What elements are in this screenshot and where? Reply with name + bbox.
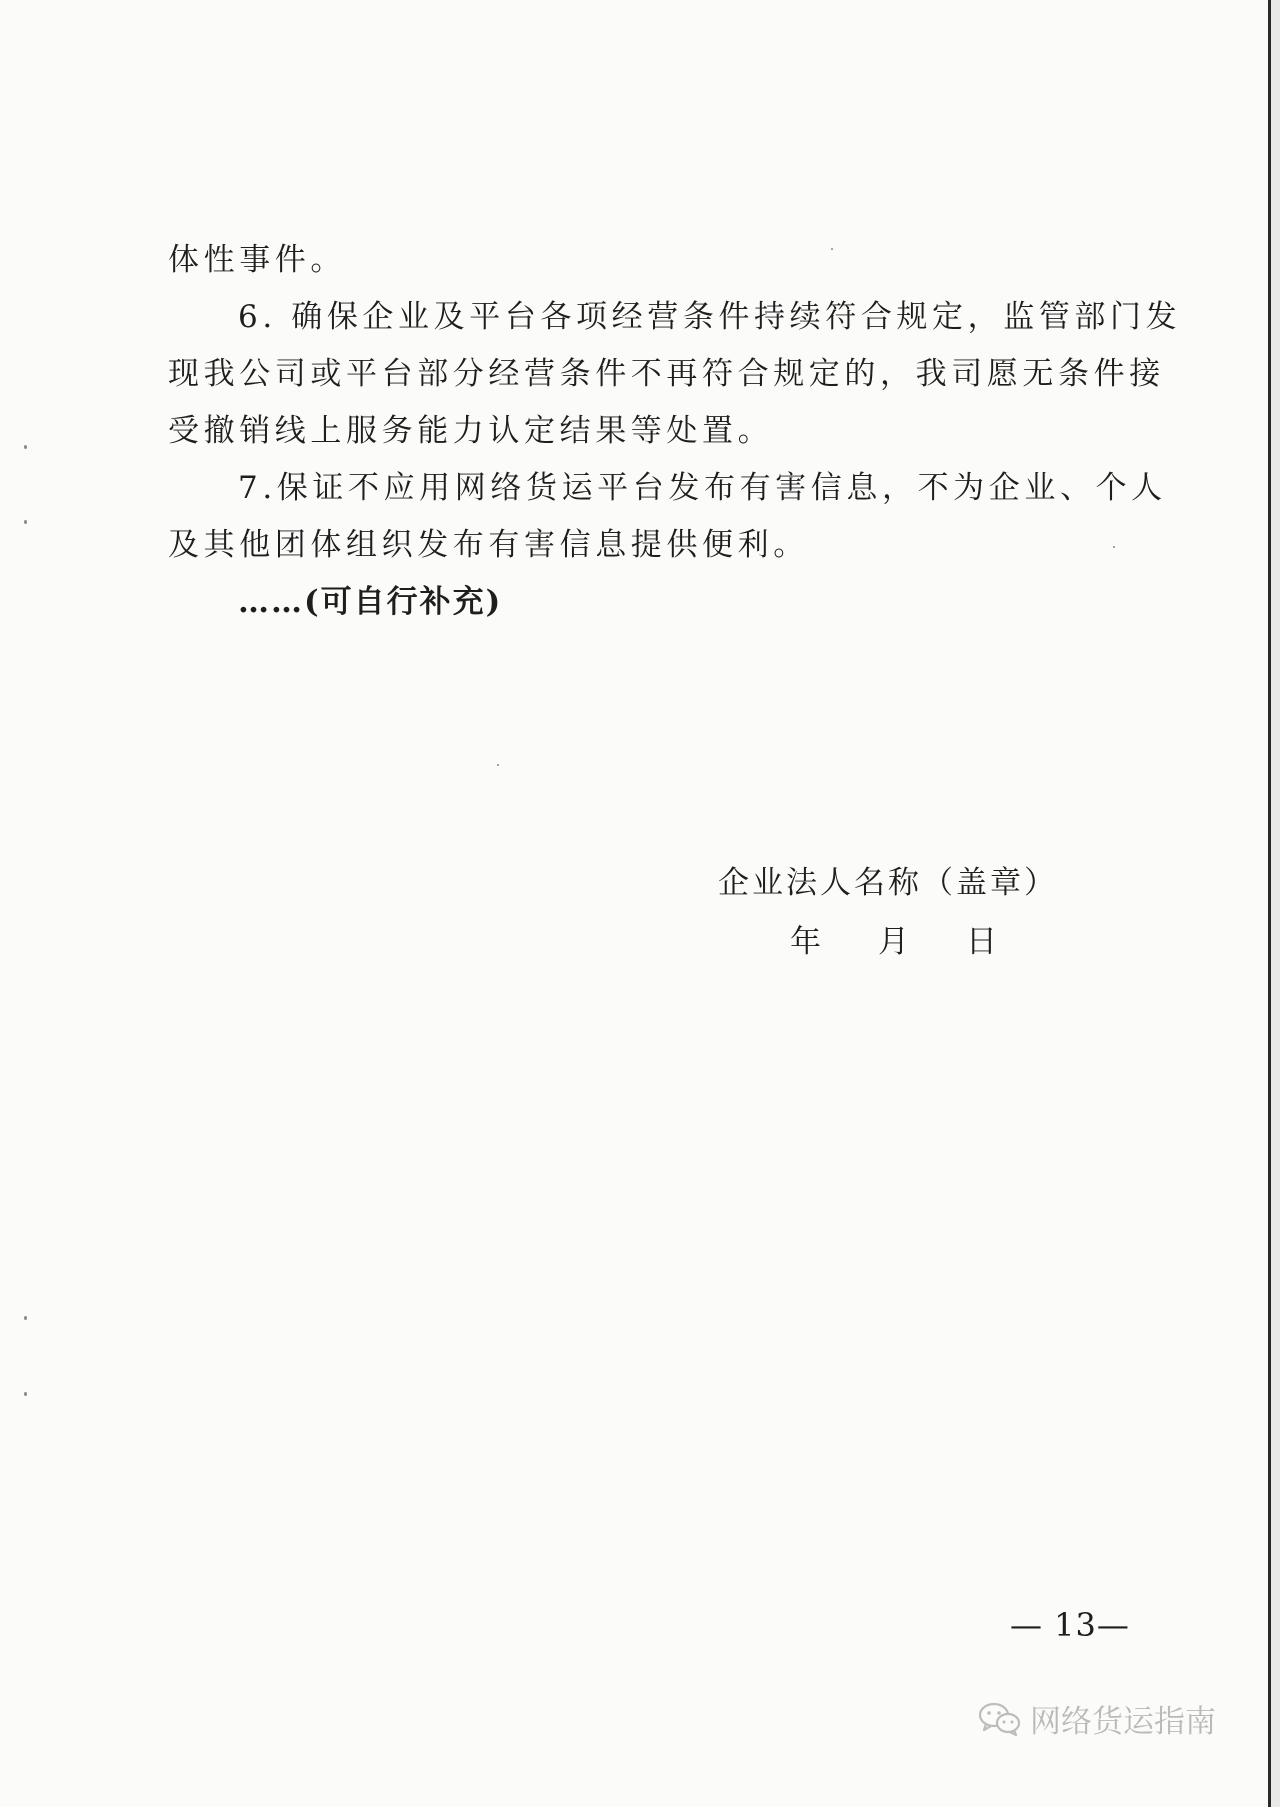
paragraph-line-2: 6. 确保企业及平台各项经营条件持续符合规定，监管部门发 (238, 299, 1182, 335)
scan-speck (24, 445, 27, 449)
scan-speck (24, 1392, 27, 1396)
supplement-note: ……(可自行补充) (238, 584, 503, 620)
signature-block (718, 858, 1118, 962)
scan-speck (497, 764, 499, 766)
legal-entity-name-label: 企业法人名称（盖章） (718, 865, 1058, 901)
watermark-text: 网络货运指南 (1030, 1704, 1216, 1740)
page-number: — 13— (1010, 1606, 1130, 1644)
scan-speck (24, 520, 27, 524)
paragraph-line-4: 受撤销线上服务能力认定结果等处置。 (168, 413, 774, 449)
paragraph-line-5: 7.保证不应用网络货运平台发布有害信息，不为企业、个人 (238, 470, 1167, 506)
signature-date (718, 922, 1118, 962)
page-edge-shadow (1271, 0, 1280, 1807)
date-year-label: 年 (790, 924, 821, 960)
paragraph-line-1: 体性事件。 (168, 242, 346, 278)
scan-speck (24, 1316, 27, 1320)
date-month-label: 月 (878, 924, 909, 960)
paragraph-line-6: 及其他团体组织发布有害信息提供便利。 (168, 527, 809, 563)
paragraph-line-3: 现我公司或平台部分经营条件不再符合规定的，我司愿无条件接 (168, 356, 1165, 392)
wechat-icon (978, 1701, 1022, 1737)
date-day-label: 日 (966, 924, 997, 960)
watermark (978, 1696, 1216, 1741)
document-body (168, 232, 1182, 631)
